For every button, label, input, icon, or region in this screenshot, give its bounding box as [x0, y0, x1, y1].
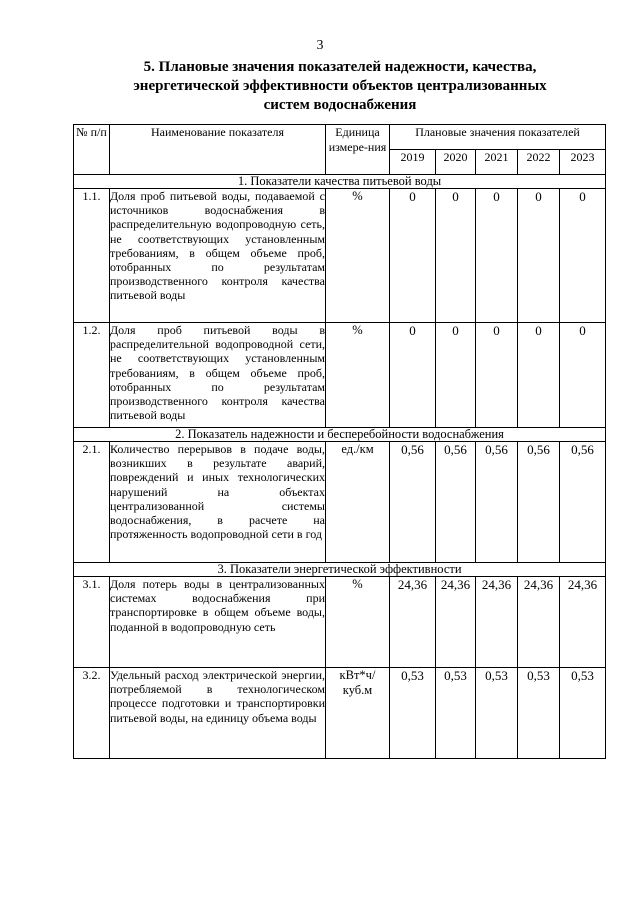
row-num: 3.2.	[74, 668, 110, 759]
row-value-2021: 24,36	[476, 577, 518, 668]
row-value-2021: 0,56	[476, 442, 518, 563]
row-value-2019: 0	[390, 323, 436, 428]
page-number: 3	[316, 38, 324, 53]
row-name: Доля потерь воды в централизованных системах водоснабжения при транспортировке в общем объеме воды, поданной в водопроводную сеть	[110, 577, 326, 668]
row-value-2022: 0,56	[518, 442, 560, 563]
header-unit: Единица измере-ния	[326, 125, 390, 175]
document-title	[120, 58, 560, 115]
row-num: 3.1.	[74, 577, 110, 668]
row-num: 1.1.	[74, 189, 110, 323]
title-line-2: энергетической эффективности объектов централизованных	[133, 78, 547, 94]
row-value-2020: 24,36	[436, 577, 476, 668]
table-row	[74, 442, 606, 563]
row-unit: ед./км	[326, 442, 390, 563]
header-planned: Плановые значения показателей	[390, 125, 606, 150]
section-title: 2. Показатель надежности и бесперебойности водоснабжения	[74, 428, 606, 442]
row-name: Доля проб питьевой воды, подаваемой с источников водоснабжения в распределительную водопроводную сеть, не соответствующих установленным требованиям, в общем объеме проб, отобранных по результатам производственного контроля качества питьевой воды	[110, 189, 326, 323]
header-year-2023: 2023	[560, 150, 606, 175]
header-year-2020: 2020	[436, 150, 476, 175]
title-line-3: систем водоснабжения	[263, 97, 417, 113]
row-value-2021: 0,53	[476, 668, 518, 759]
row-value-2022: 24,36	[518, 577, 560, 668]
row-value-2023: 24,36	[560, 577, 606, 668]
row-value-2019: 0,56	[390, 442, 436, 563]
title-line-1: 5. Плановые значения показателей надежности, качества,	[143, 59, 537, 75]
table-row	[74, 577, 606, 668]
table-row	[74, 189, 606, 323]
header-year-2019: 2019	[390, 150, 436, 175]
row-unit: кВт*ч/куб.м	[326, 668, 390, 759]
row-value-2020: 0,56	[436, 442, 476, 563]
row-num: 2.1.	[74, 442, 110, 563]
row-value-2023: 0	[560, 189, 606, 323]
header-year-2021: 2021	[476, 150, 518, 175]
section-title: 3. Показатели энергетической эффективности	[74, 563, 606, 577]
row-value-2019: 24,36	[390, 577, 436, 668]
row-value-2022: 0	[518, 323, 560, 428]
row-value-2020: 0	[436, 189, 476, 323]
section-title: 1. Показатели качества питьевой воды	[74, 175, 606, 189]
row-value-2019: 0	[390, 189, 436, 323]
row-name: Удельный расход электрической энергии, потребляемой в технологическом процессе подготовки и транспортировки питьевой воды, на единицу объема воды	[110, 668, 326, 759]
header-name: Наименование показателя	[110, 125, 326, 175]
row-value-2023: 0	[560, 323, 606, 428]
row-value-2020: 0,53	[436, 668, 476, 759]
row-name: Количество перерывов в подаче воды, возникших в результате аварий, повреждений и иных технологических нарушений на объектах централизованной системы водоснабжения, в расчете на протяженность водопроводной сети в год	[110, 442, 326, 563]
header-num: № п/п	[74, 125, 110, 175]
row-value-2022: 0	[518, 189, 560, 323]
table-row	[74, 323, 606, 428]
row-value-2023: 0,56	[560, 442, 606, 563]
table-row	[74, 668, 606, 759]
row-value-2021: 0	[476, 189, 518, 323]
row-num: 1.2.	[74, 323, 110, 428]
row-unit: %	[326, 577, 390, 668]
row-unit: %	[326, 189, 390, 323]
header-year-2022: 2022	[518, 150, 560, 175]
row-value-2022: 0,53	[518, 668, 560, 759]
row-value-2023: 0,53	[560, 668, 606, 759]
indicators-table	[73, 124, 606, 759]
row-value-2021: 0	[476, 323, 518, 428]
row-value-2019: 0,53	[390, 668, 436, 759]
row-name: Доля проб питьевой воды в распределительной водопроводной сети, не соответствующих установленным требованиям, в общем объеме проб, отобранных по результатам производственного контроля качества питьевой воды	[110, 323, 326, 428]
row-value-2020: 0	[436, 323, 476, 428]
row-unit: %	[326, 323, 390, 428]
